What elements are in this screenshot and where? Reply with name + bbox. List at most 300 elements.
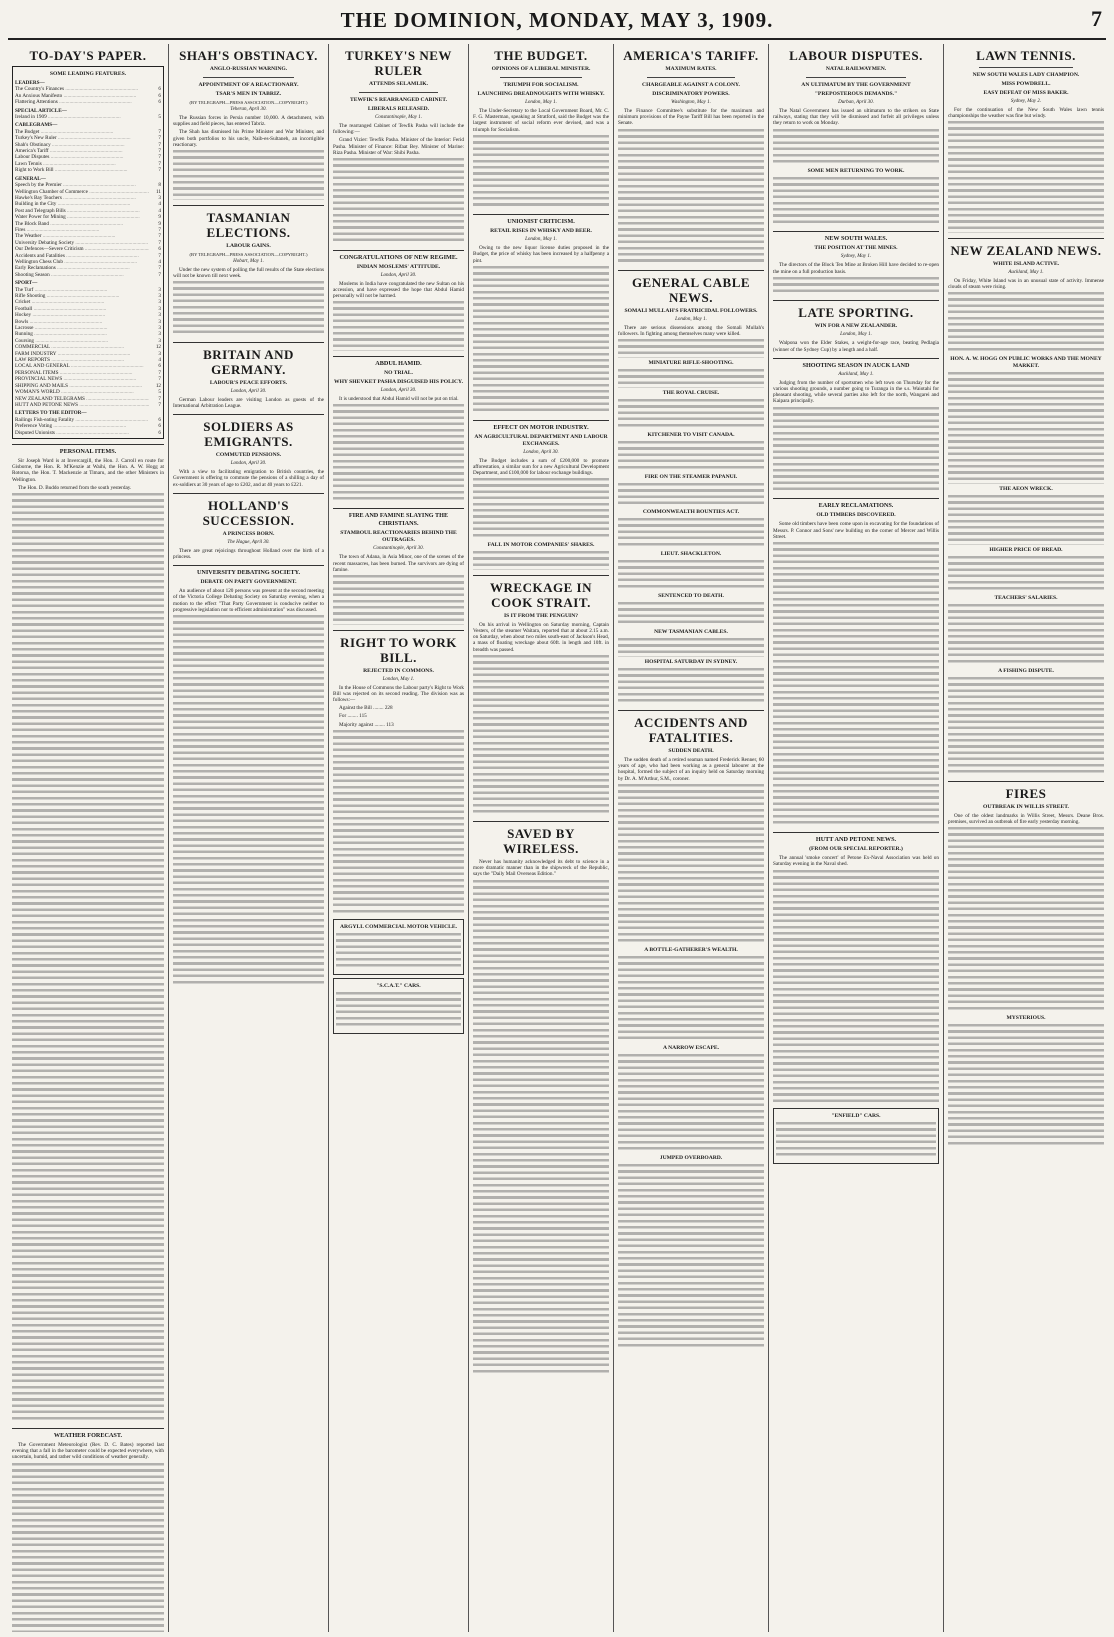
index-entry-label: Hockey ..... [15,312,149,318]
index-entry-page: 12 [155,382,161,389]
index-entry-page: 6 [158,86,161,93]
article-headline: AMERICA'S TARIFF. [623,48,759,63]
article-subhead: WHITE ISLAND ACTIVE. [992,261,1060,267]
article-paragraph: Some old timbers have been come upon in excavating for the foundations of Messrs. P. Connor and Sons' new building on the corner of Mercer and Willis Street. [773,521,939,540]
article-subhead: HOSPITAL SATURDAY IN SYDNEY. [644,658,738,665]
column-4 [468,44,613,1632]
column-1 [8,44,168,1632]
article-paragraph: The sudden death of a retired seaman named Frederick Renner, 60 years of age, who had been working as a general labourer at the hospital, formed the subject of an inquiry held on Saturday morning by Dr. A. M'Arthur, S.M., coroner. [618,756,764,782]
article-body [948,827,1104,1013]
personal-paragraph: Sir Joseph Ward is at Invercargill, the Hon. J. Carroll en route for Gisborne, the Hon. R. M'Kenzie at Waihi, the Hon. A. W. Hogg at Rotorua, the Hon. T. Mackenzie at Timaru, and the other Ministers in Wellington. [12,457,164,483]
index-entry-page: 7 [158,160,161,167]
article-paragraph: The Finance Committee's substitute for the maximum and minimum provisions of the Payne Tariff Bill has been reported in the Senate. [618,108,764,127]
article-body [618,602,764,627]
index-entry-label: Ireland in 1909 ..... [15,114,149,120]
index-entry-page: 7 [158,271,161,278]
index-entry-label: Post and Telegraph Bills ..... [15,208,149,214]
article-headline: TASMANIAN ELECTIONS. [206,209,291,240]
index-entry-label: COMMERCIAL ..... [15,344,149,350]
article-paragraph: On his arrival in Wellington on Saturday morning, Captain Vesters, of the steamer Waitara, reported that at about 2.15 a.m. on Saturday, when about two miles south-east of Jackson's Head, a mass of floating wreckage about 60ft. in length and 10ft. in breadth was passed. [473,621,609,653]
article-subhead: NO TRIAL. [384,370,413,377]
article-body [773,177,939,227]
masthead-rule [8,38,1106,40]
article-subhead: FIRE ON THE STEAMER PAPANUI. [644,473,738,480]
article-body [333,158,464,245]
masthead [0,0,1114,42]
dateline: London, April 30. [380,272,417,278]
divider [647,77,735,78]
index-entry-page: 3 [158,286,161,293]
article-headline: WRECKAGE IN COOK STRAIT. [490,579,592,610]
index-entry-label: Lawn Tennis ..... [15,161,149,167]
article-subhead: TEACHERS' SALARIES. [994,594,1058,601]
article-subhead: TRIUMPH FOR SOCIALISM. [503,82,579,88]
index-entry-label: Preference Voting ..... [15,423,149,429]
article-headline: SHAH'S OBSTINACY. [179,48,318,63]
dateline: London, May 1. [840,332,872,338]
article-body [948,372,1104,484]
article-headline: ABDUL HAMID. [375,360,422,368]
article-headline: NEW SOUTH WALES. [824,235,888,243]
article-subhead: OPINIONS OF A LIBERAL MINISTER. [491,66,591,72]
index-entry-label: Fires ..... [15,227,149,233]
article-headline: LAWN TENNIS. [976,48,1076,63]
index-entry-label: Lacrosse ..... [15,325,149,331]
dateline: Auckland, May 1. [1008,270,1044,275]
article-subhead: AN ULTIMATUM BY THE GOVERNMENT [801,82,911,88]
index-entry-page: 5 [158,114,161,121]
article-headline: LATE SPORTING. [798,305,914,321]
article-subhead: OUTBREAK IN WILLIS STREET. [983,803,1069,810]
index-entry-label: Coursing ..... [15,338,149,344]
article-headline: EARLY RECLAMATIONS. [818,502,894,510]
article-body [473,266,609,415]
divider [473,575,609,576]
article-paragraph: The directors of the Block Ten Mine at Broken Hill have decided to re-open the mine on a full production basis. [773,262,939,275]
divider [333,250,464,251]
index-entry-label: The Weather ..... [15,233,149,239]
personal-items-heading: PERSONAL ITEMS. [59,447,117,455]
article-subhead: FALL IN MOTOR COMPANIES' SHARES. [487,542,595,549]
divider [979,67,1073,68]
divider [333,630,464,631]
index-section-label: LEADERS— [15,80,45,86]
divider [773,231,939,232]
advert-title: "S.C.A.T." CARS. [376,983,421,990]
index-entry-page: 6 [158,429,161,436]
index-row [15,114,161,120]
dateline: London, May 1. [525,237,557,243]
index-section-label: CABLEGRAMS— [15,122,58,129]
index-entry-label: Football ..... [15,306,149,312]
advert-body [776,1122,936,1159]
article-subhead: A NARROW ESCAPE. [663,1044,719,1051]
index-entry-label: LOCAL AND GENERAL ..... [15,363,149,369]
index-entry-page: 7 [158,154,161,161]
article-paragraph: With a view to facilitating emigration to British countries, the Government is offering to commute the pensions of a shilling a day of ex-soldiers at 30 years of age to £202, and at 40 years to £221. [173,469,324,488]
article-subhead: LAUNCHING DREADNOUGHTS WITH WHISKY. [477,91,605,97]
index-section-label: LETTERS TO THE EDITOR— [15,410,87,417]
divider [173,342,324,343]
article-body [618,441,764,472]
index-entry-page: 6 [158,423,161,430]
article-subhead: ATTENDS SELAMLIK. [369,81,428,87]
article-headline: LABOUR DISPUTES. [789,48,923,63]
article-body [333,404,464,503]
dateline: Sydney, May 2. [1010,99,1042,104]
index-entry-page: 7 [158,265,161,272]
article-headline: UNIVERSITY DEBATING SOCIETY. [196,569,301,577]
article-paragraph: The Budget includes a sum of £200,000 to promote afforestation, a similar sum for a new Agricultural Development Department, and £100,000 for labour exchange buildings. [473,457,609,477]
divider [948,238,1104,239]
article-subhead: TEWFIK'S REARRANGED CABINET. [349,97,448,103]
article-body [773,870,939,1106]
divider [773,832,939,833]
article-subhead: SOMALI MULLAH'S FRATRICIDAL FOLLOWERS. [624,308,758,314]
newspaper-columns [8,44,1108,1632]
index-entry-label: LAW REPORTS ..... [15,357,149,363]
article-subhead: MISS POWDRELL. [1001,81,1051,87]
article-subhead: LIEUT. SHACKLETON. [660,551,722,558]
index-list [15,80,161,436]
index-entry-page: 6 [158,363,161,370]
article-subhead: REJECTED IN COMMONS. [363,667,434,674]
index-entry-label: Wellington Chamber of Commerce ..... [15,189,149,195]
article-body [12,493,164,1423]
divider [173,414,324,415]
index-entry-page: 3 [158,337,161,344]
divider [773,498,939,499]
article-paragraph: In the House of Commons the Labour party's Right to Work Bill was rejected on its second reading. The division was as follows:— [333,684,464,704]
dateline: London, May 1. [675,317,707,322]
article-body [173,281,324,337]
index-entry-page: 7 [158,141,161,148]
divider [173,493,324,494]
dateline: London, April 30. [230,388,267,394]
index-entry-label: Railings Fish-eating Fatality ..... [15,417,149,423]
divider [333,356,464,357]
index-entry-page: 3 [158,299,161,306]
index-section-label: SPECIAL ARTICLE— [15,107,67,114]
dateline: Constantinople, April 30. [373,546,424,552]
index-entry-page: 4 [158,258,161,265]
article-paragraph: On Friday, White Island was in an unusual state of activity. Immense clouds of steam were rising. [948,278,1104,291]
index-entry-label: Shooting Season ..... [15,272,149,278]
index-entry-page: 8 [158,182,161,189]
article-subhead: LIBERALS RELEASED. [367,106,430,112]
article-body [948,677,1104,776]
article-headline: TURKEY'S NEW RULER [345,48,452,78]
article-subhead: WHY SHEVKET PASHA DISGUISED HIS POLICY. [333,379,463,386]
weather-paragraph: The Government Meteorologist (Rev. D. C. Bates) reported last evening that a fall in the barometer could be expected everywhere, with uncertain, humid, and rather wild conditions of weather generally. [12,1441,164,1461]
advertisement [773,1108,939,1164]
dateline: London, May 1. [525,100,557,105]
column-5 [613,44,768,1632]
article-subhead: KITCHENER TO VISIT CANADA. [647,431,735,438]
article-headline: NEW ZEALAND NEWS. [950,243,1102,258]
index-row [15,402,161,408]
article-subhead: THE POSITION AT THE MINES. [814,245,898,252]
article-paragraph: The Russian forces in Persia number 10,000. A detachment, with supplies and field pieces, has entered Tabriz. [173,115,324,128]
article-subhead: LABOUR GAINS. [226,242,271,249]
index-entry-page: 7 [158,401,161,408]
weather-heading: WEATHER FORECAST. [53,1431,123,1439]
article-subhead: MINIATURE RIFLE-SHOOTING. [648,360,734,366]
article-paragraph: The rearranged Cabinet of Tewfik Pasha will include the following:— [333,123,464,136]
article-headline: CONGRATULATIONS OF NEW REGIME. [339,253,458,261]
index-entry-page: 7 [158,252,161,259]
article-subhead: SUDDEN DEATH. [668,747,714,754]
index-entry-label: PERSONAL ITEMS ..... [15,370,149,376]
index-entry-label: Hawke's Bay Teachers ..... [15,195,149,201]
article-subhead: STAMBOUL REACTIONARIES BEHIND THE OUTRAGES. [340,530,457,544]
dateline: The Hague, April 30. [227,539,270,545]
article-subhead: THE ROYAL CRUISE. [662,389,720,396]
index-entry-page: 7 [158,148,161,155]
index-section-label: SPORT— [15,280,38,287]
article-subhead: INDIAN MOSLEMS' ATTITUDE. [356,263,441,270]
index-row [15,167,161,173]
index-entry-label: The Turf ..... [15,287,149,293]
article-headline: UNIONIST CRITICISM. [507,218,575,226]
article-body [333,730,464,916]
index-entry-label: The Country's Finances ..... [15,86,149,92]
article-paragraph: Under the new system of polling the full results of the State elections will not be known till next week. [173,266,324,279]
article-subhead: MYSTERIOUS. [1006,1015,1046,1022]
index-entry-label: WOMAN'S WORLD ..... [15,389,149,395]
index-entry-label: FARM INDUSTRY ..... [15,351,149,357]
index-entry-page: 6 [158,99,161,106]
article-paragraph: Walpona won the Elder Stakes, a weight-for-age race, beating Pedlagia (winner of the Sydney Cup) by a length and a half. [773,340,939,353]
article-headline: SOLDIERS AS EMIGRANTS. [203,419,294,450]
index-entry-label: Disputed Unionists ..... [15,430,149,436]
index-entry-label: Accidents and Fatalities ..... [15,253,149,259]
index-title: SOME LEADING FEATURES. [49,71,127,77]
article-subhead: WIN FOR A NEW ZEALANDER. [814,323,898,330]
index-entry-label: An Anxious Manifesto ..... [15,93,149,99]
divider [473,214,609,215]
divider [806,77,906,78]
article-body [618,339,764,358]
advert-title: "ENFIELD" CARS. [831,1113,881,1120]
divider [773,358,939,359]
agency-line: (BY TELEGRAPH—PRESS ASSOCIATION—COPYRIGHT.) [189,100,308,105]
article-headline: HUTT AND PETONE NEWS. [815,836,897,844]
index-entry-page: 11 [156,188,161,195]
article-subhead: A PRINCESS BORN. [222,530,275,537]
index-entry-page: 4 [158,201,161,208]
article-paragraph: The Natal Government has issued an ultimatum to the strikers on State railways, stating that they will be dismissed and forfeit all privileges unless they return to work on Monday. [773,108,939,127]
index-entry-page: 7 [158,226,161,233]
article-headline: SHOOTING SEASON IN AUCK LAND [802,361,910,369]
article-headline: GENERAL CABLE NEWS. [631,275,751,305]
index-entry-page: 7 [158,395,161,402]
dateline: London, April 30. [380,388,417,394]
dateline: Teheran, April 30. [230,107,267,112]
article-paragraph: It is understood that Abdul Hamid will not be put on trial. [339,396,459,403]
article-subhead: COMMUTED PENSIONS. [215,452,282,459]
divider [173,565,324,566]
index-entry-label: Labour Disputes ..... [15,154,149,160]
index-entry-label: Turkey's New Ruler ..... [15,135,149,141]
advert-body [336,933,461,970]
dateline: Constantinople, May 1. [375,115,422,120]
column-3 [328,44,468,1632]
article-body [618,784,764,945]
article-body [473,551,609,570]
article-paragraph: The Under-Secretary to the Local Government Board, Mr. C. F. G. Masterman, speaking at Stratford, said the Budget was the largest instrument of social reform ever devised, and was a triumph for Socialism. [473,108,609,133]
article-subhead: AN AGRICULTURAL DEPARTMENT AND LABOUR EXCHANGES. [474,433,608,447]
index-box [12,66,164,439]
article-body [618,668,764,705]
article-body [333,575,464,625]
article-paragraph: Never has humanity acknowledged its debt to science in a more dramatic manner than in the shipwreck of the Republic, says the "Daily Mail Overseas Edition." [473,859,609,878]
advertisement [333,978,464,1034]
division-line: For ........ 115 [339,713,367,720]
article-subhead: COMMONWEALTH BOUNTIES ACT. [642,509,740,516]
index-entry-label: University Debating Society ..... [15,240,149,246]
advertisement [333,919,464,975]
index-entry-page: 3 [158,293,161,299]
article-subhead: NEW TASMANIAN CABLES. [654,629,728,636]
divider [203,77,294,78]
index-entry-page: 7 [158,135,161,142]
index-entry-label: The Budget ..... [15,129,149,135]
index-entry-label: PROVINCIAL NEWS ..... [15,376,149,382]
dateline: Hobart, May 1. [233,258,264,264]
index-entry-page: 6 [158,92,161,99]
article-subhead: ANGLO-RUSSIAN WARNING. [209,66,288,72]
article-body [773,407,939,494]
index-entry-label: America's Tariff ..... [15,148,149,154]
article-body [473,655,609,816]
article-subhead: NATAL RAILWAYMEN. [825,66,887,72]
article-subhead: OLD TIMBERS DISCOVERED. [816,512,896,519]
divider [359,92,438,93]
dateline: Washington, May 1. [671,100,711,105]
personal-paragraph: The Hon. D. Buddo returned from the south yesterday. [18,484,132,491]
article-paragraph: For the continuation of the New South Wales lawn tennis championships the weather was fine but windy. [948,107,1104,120]
index-entry-label: HUTT AND PETONE NEWS ..... [15,402,149,408]
article-paragraph: There are great rejoicings throughout Holland over the birth of a princess. [173,547,324,561]
dateline: Durban, April 30. [838,100,874,105]
index-entry-label: The Block Band ..... [15,221,149,227]
masthead-title: THE DOMINION, MONDAY, MAY 3, 1909. [340,8,774,32]
index-entry-page: 3 [158,305,161,312]
index-entry-page: 4 [158,357,161,364]
index-entry-page: 7 [158,233,161,240]
article-body [473,880,609,1376]
article-subhead: LABOUR'S PEACE EFFORTS. [209,379,288,386]
article-paragraph: Grand Vizier: Tewfik Pasha. Minister of the Interior: Ferid Pasha. Minister of Finance: Rifaat Bey. Minister of Marine: Riza Pasha. Minister of War: Shibi Pasha. [333,137,464,156]
article-paragraph: There are serious dissensions among the Somali Mullah's followers. In fighting among themselves many were killed. [618,325,764,338]
article-headline: ACCIDENTS AND FATALITIES. [634,714,748,745]
index-entry-label: Running ..... [15,331,149,337]
article-headline: FIRE AND FAMINE SLAYING THE CHRISTIANS. [348,512,449,528]
divider [500,77,582,78]
dateline: London, April 30. [230,461,267,467]
index-entry-page: 12 [155,344,161,351]
article-body [948,1024,1104,1148]
divider [333,508,464,509]
index-entry-page: 3 [158,350,161,357]
divider [618,710,764,711]
index-entry-page: 9 [158,220,161,227]
article-headline: EFFECT ON MOTOR INDUSTRY. [493,423,589,431]
index-row [15,272,161,278]
article-body [773,277,939,296]
index-entry-page: 7 [158,167,161,174]
article-body [948,292,1104,354]
article-body [473,135,609,209]
article-body [618,638,764,657]
divider [12,1428,164,1429]
column-7 [943,44,1108,1632]
article-paragraph: Judging from the number of sportsmen who left town on Thursday for the various shooting grounds, a number going to Turanga in the s.s. Waiotahi for pheasant shooting, while several parties also left for the north, Wangarei and Kaipara principally. [773,379,939,405]
article-paragraph: Moslems in India have congratulated the new Sultan on his accession, and have expressed the hope that Abdul Hamid personally will not be harmed. [333,280,464,300]
index-entry-page: 4 [158,207,161,214]
article-paragraph: The annual 'smoke concert' of Petone Ex-Naval Association was held on Saturday evening in the Naval shed. [773,855,939,868]
article-subhead: RETAIL RISES IN WHISKY AND BEER. [490,228,592,235]
article-subhead: (FROM OUR SPECIAL REPORTER.) [809,846,903,853]
dateline: Auckland, May 1. [838,371,874,377]
index-entry-label: Early Reclamations ..... [15,265,149,271]
article-body [618,1054,764,1153]
article-subhead: SENTENCED TO DEATH. [658,593,724,600]
index-entry-page: 3 [158,318,161,325]
article-body [948,556,1104,593]
article-subhead: MAXIMUM RATES. [665,66,717,72]
dateline: Sydney, May 1. [840,254,872,260]
index-entry-label: Our Defences—Severe Criticism ..... [15,246,149,252]
article-subhead: NEW SOUTH WALES LADY CHAMPION. [972,72,1080,78]
article-body [773,542,939,827]
divider [618,270,764,271]
article-subhead: IS IT FROM THE PENGUIN? [503,612,579,619]
index-entry-page: 9 [158,214,161,221]
agency-line: (BY TELEGRAPH—PRESS ASSOCIATION—COPYRIGHT.) [189,251,308,257]
index-entry-page: 7 [158,376,161,383]
article-subhead: HON. A. W. HOGG ON PUBLIC WORKS AND THE MONEY MARKET. [950,356,1102,370]
article-body [948,121,1104,233]
column-6 [768,44,943,1632]
advert-title: ARGYLL COMMERCIAL MOTOR VEHICLE. [340,923,457,930]
article-body [12,1463,164,1632]
article-body [473,478,609,540]
article-body [948,495,1104,545]
index-entry-label: NEW ZEALAND TELEGRAMS ..... [15,396,149,402]
article-paragraph: The town of Adana, in Asia Minor, one of the scenes of the recent massacres, has been burned. The survivors are dying of famine. [333,554,464,573]
index-entry-page: 3 [158,312,161,319]
article-body [773,129,939,166]
article-body [333,301,464,351]
index-entry-label: Cricket ..... [15,299,149,305]
article-headline: FIRES [1005,785,1047,801]
article-body [948,604,1104,666]
index-entry-label: Water Power for Mining ..... [15,214,149,220]
advert-body [336,992,461,1029]
article-body [618,399,764,430]
index-entry-page: 7 [158,369,161,376]
index-entry-label: Wellington Chess Club ..... [15,259,149,265]
index-entry-page: 5 [158,389,161,396]
dateline: London, April 30. [523,449,559,455]
index-entry-page: 7 [158,239,161,246]
article-headline: SAVED BY WIRELESS. [503,826,579,857]
index-entry-page: 3 [158,194,161,201]
article-headline: HOLLAND'S SUCCESSION. [202,497,295,528]
article-paragraph: The Shah has dismissed his Prime Minister and War Minister, and given both portfolios to his uncle, Naib-es-Sultaneh, an incorrigible reactionary. [173,129,324,148]
